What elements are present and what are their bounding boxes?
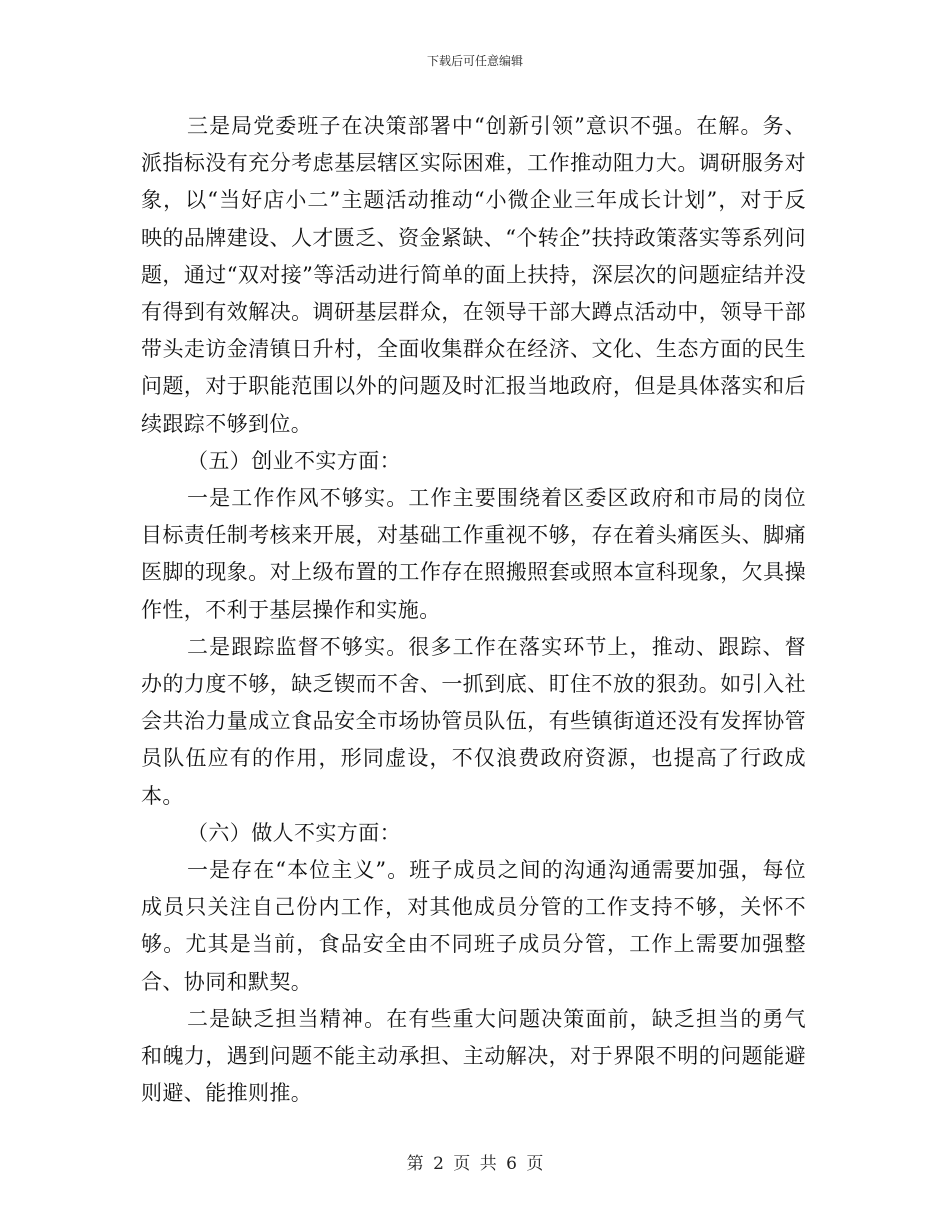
paragraph-innovation-awareness: 三是局党委班子在决策部署中“创新引领”意识不强。在解。务、派指标没有充分考虑基层辖区实际困难，工作推动阻力大。调研服务对象，以“当好店小二”主题活动推动“小微企业三年成长计划”，对于反映的品牌建设、人才匮乏、资金紧缺、“个转企”扶持政策落实等系列问题，通过“双对接”等活动进行简单的面上扶持，深层次的问题症结并没有得到有效解决。调研基层群众，在领导干部大蹲点活动中，领导干部带头走访金清镇日升村，全面收集群众在经济、文化、生态方面的民生问题，对于职能范围以外的问题及时汇报当地政府，但是具体落实和后续跟踪不够到位。 bbox=[141, 114, 806, 436]
paragraph-work-style: 一是工作作风不够实。工作主要围绕着区委区政府和市局的岗位目标责任制考核来开展，对基础工作重视不够，存在着头痛医头、脚痛医脚的现象。对上级布置的工作存在照搬照套或照本宣科现象，欠具操作性，不利于基层操作和实施。 bbox=[141, 486, 806, 622]
page-header-note: 下载后可任意编辑 bbox=[426, 54, 523, 68]
document-body bbox=[141, 108, 806, 1112]
paragraph-departmentalism: 一是存在“本位主义”。班子成员之间的沟通沟通需要加强，每位成员只关注自己份内工作，对其他成员分管的工作支持不够，关怀不够。尤其是当前，食品安全由不同班子成员分管，工作上需要加强整合、协同和默契。 bbox=[141, 858, 806, 994]
section-heading-conduct: （六）做人不实方面： bbox=[187, 820, 401, 845]
page-number: 第 2 页 共 6 页 bbox=[406, 1154, 544, 1174]
paragraph-supervision: 二是跟踪监督不够实。很多工作在落实环节上，推动、跟踪、督办的力度不够，缺乏锲而不舍、一抓到底、盯住不放的狠劲。如引入社会共治力量成立食品安全市场协管员队伍，有些镇街道还没有发挥协管员队伍应有的作用，形同虚设，不仅浪费政府资源，也提高了行政成本。 bbox=[141, 634, 806, 808]
paragraph-responsibility: 二是缺乏担当精神。在有些重大问题决策面前，缺乏担当的勇气和魄力，遇到问题不能主动承担、主动解决，对于界限不明的问题能避则避、能推则推。 bbox=[141, 1006, 806, 1106]
section-heading-entrepreneurship: （五）创业不实方面： bbox=[187, 448, 401, 473]
